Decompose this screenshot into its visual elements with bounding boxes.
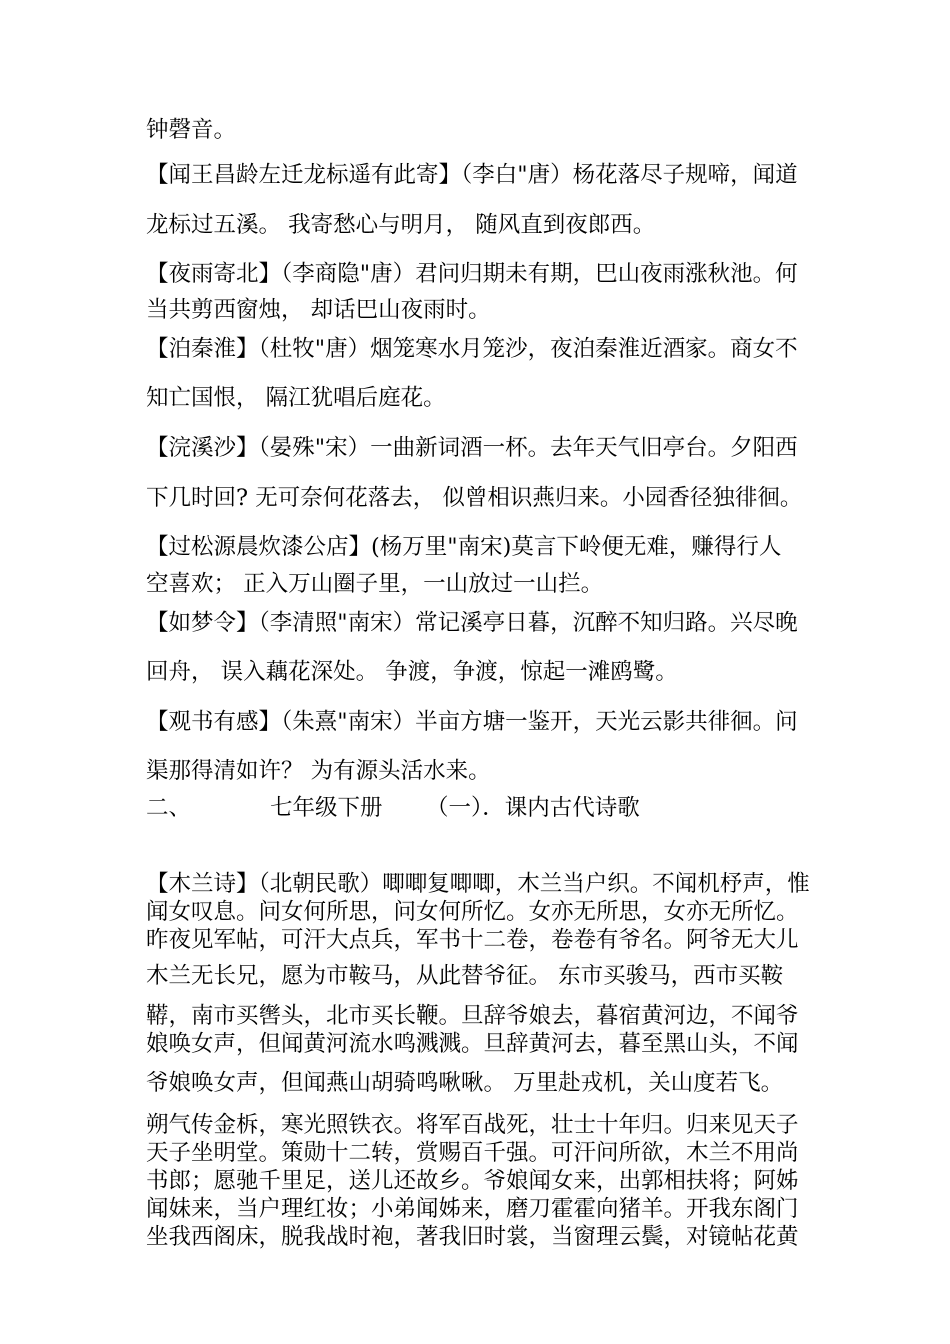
text-line: 【如梦令】（李清照"南宋）常记溪亭日暮，沉醉不知归路。兴尽晚 — [146, 610, 798, 636]
heading-number: 二、 — [146, 795, 192, 821]
text-line: 空喜欢； 正入万山圈子里，一山放过一山拦。 — [146, 571, 604, 597]
poem-line: 木兰无长兄，愿为市鞍马，从此替爷征。 东市买骏马，西市买鞍 — [146, 963, 784, 989]
text-line: 知亡国恨， 隔江犹唱后庭花。 — [146, 385, 446, 411]
poem-line: 【木兰诗】（北朝民歌）唧唧复唧唧，木兰当户织。不闻机杼声，惟 — [146, 871, 810, 897]
text-line: 钟磬音。 — [146, 117, 237, 143]
poem-line: 天子坐明堂。策勋十二转，赏赐百千强。可汗问所欲，木兰不用尚 — [146, 1140, 799, 1166]
poem-line: 娘唤女声，但闻黄河流水鸣溅溅。旦辞黄河去，暮至黑山头，不闻 — [146, 1031, 799, 1057]
poem-line: 昨夜见军帖，可汗大点兵，军书十二卷，卷卷有爷名。阿爷无大儿 — [146, 927, 799, 953]
text-line: 渠那得清如许？ 为有源头活水来。 — [146, 758, 491, 784]
text-line: 【过松源晨炊漆公店】(杨万里"南宋)莫言下岭便无难，赚得行人 — [146, 534, 782, 560]
poem-line: 爷娘唤女声，但闻燕山胡骑鸣啾啾。 万里赴戎机，关山度若飞。 — [146, 1070, 784, 1096]
text-line: 【观书有感】（朱熹"南宋）半亩方塘一鉴开，天光云影共徘徊。问 — [146, 709, 798, 735]
text-line: 当共剪西窗烛， 却话巴山夜雨时。 — [146, 297, 491, 323]
poem-line: 坐我西阁床，脱我战时袍，著我旧时裳，当窗理云鬓，对镜帖花黄 — [146, 1224, 799, 1250]
poem-line: 朔气传金柝，寒光照铁衣。将军百战死，壮士十年归。归来见天子 — [146, 1112, 799, 1138]
heading-section: （一）．课内古代诗歌 — [426, 795, 640, 821]
text-line: 【浣溪沙】（晏殊"宋）一曲新词酒一杯。去年天气旧亭台。夕阳西 — [146, 435, 798, 461]
text-line: 下几时回? 无可奈何花落去， 似曾相识燕归来。小园香径独徘徊。 — [146, 485, 803, 511]
poem-line: 书郎；愿驰千里足，送儿还故乡。爷娘闻女来，出郭相扶将；阿姊 — [146, 1168, 799, 1194]
text-line: 【夜雨寄北】（李商隐"唐）君问归期未有期，巴山夜雨涨秋池。何 — [146, 261, 798, 287]
poem-line: 闻女叹息。问女何所思，问女何所忆。女亦无所思，女亦无所忆。 — [146, 899, 799, 925]
text-line: 龙标过五溪。 我寄愁心与明月， 随风直到夜郎西。 — [146, 212, 656, 238]
text-line: 回舟， 误入藕花深处。 争渡，争渡，惊起一滩鸥鹭。 — [146, 659, 678, 685]
text-line: 【泊秦淮】（杜牧"唐）烟笼寒水月笼沙，夜泊秦淮近酒家。商女不 — [146, 336, 798, 362]
poem-line: 鞯，南市买辔头，北市买长鞭。旦辞爷娘去，暮宿黄河边，不闻爷 — [146, 1003, 799, 1029]
heading-grade: 七年级下册 — [270, 795, 383, 821]
poem-line: 闻妹来，当户理红妆；小弟闻姊来，磨刀霍霍向猪羊。开我东阁门 — [146, 1196, 799, 1222]
text-line: 【闻王昌龄左迁龙标遥有此寄】（李白"唐）杨花落尽子规啼，闻道 — [146, 162, 798, 188]
